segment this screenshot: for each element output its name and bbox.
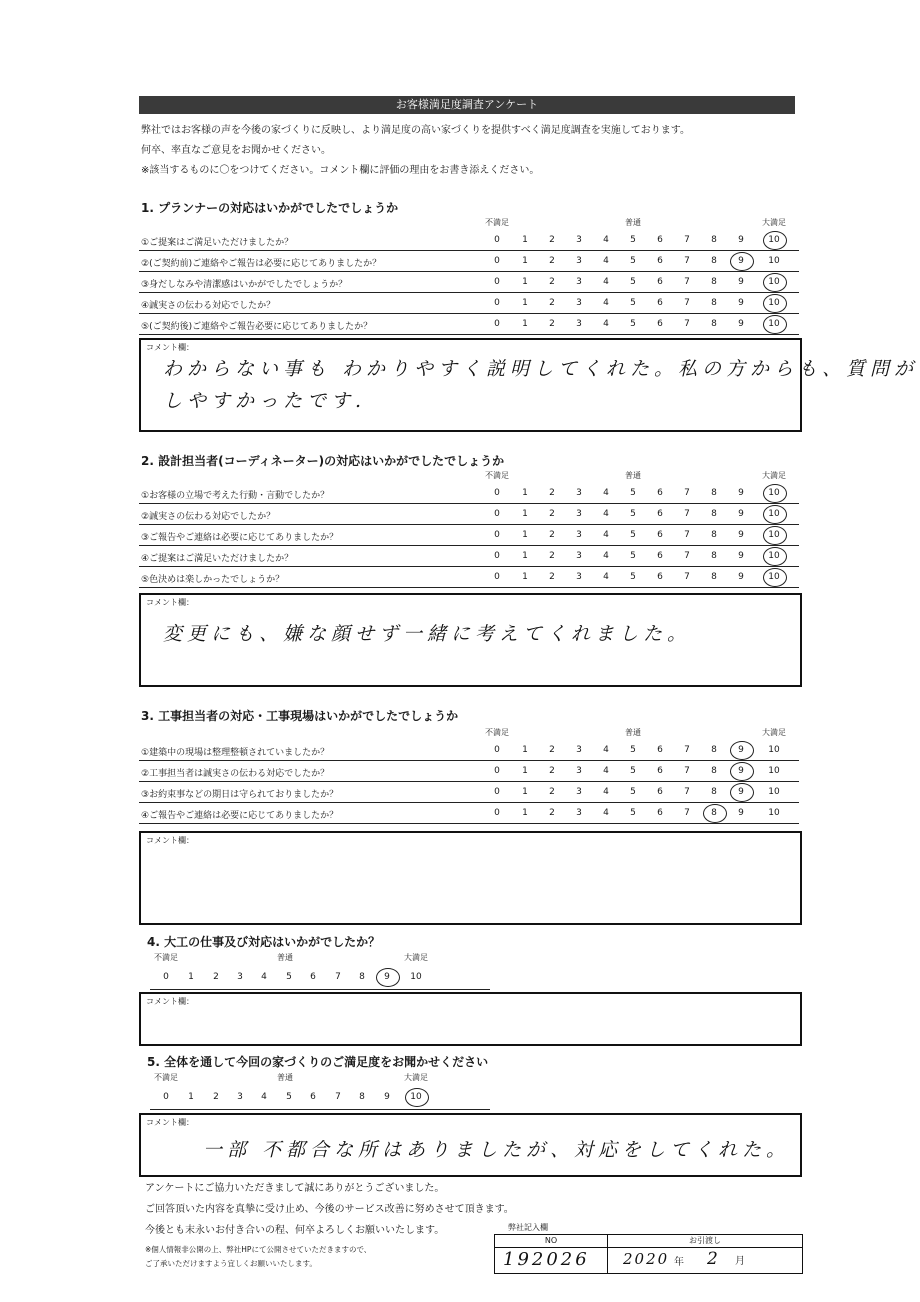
scale-option-5[interactable]: 5	[286, 1092, 292, 1102]
scale-option-3[interactable]: 3	[576, 277, 582, 287]
scale-option-4[interactable]: 4	[603, 766, 609, 776]
scale-option-7[interactable]: 7	[684, 787, 690, 797]
question-text: ③ご報告やご連絡は必要に応じてありましたか？	[141, 533, 339, 543]
scale-option-3[interactable]: 3	[576, 766, 582, 776]
question-row	[139, 803, 799, 824]
scale-option-3[interactable]: 3	[576, 509, 582, 519]
scale-option-7[interactable]: 7	[684, 509, 690, 519]
comment-label: コメント欄：	[146, 997, 194, 1006]
scale-option-1[interactable]: 1	[522, 256, 528, 266]
scale-option-7[interactable]: 7	[684, 766, 690, 776]
scale-option-5[interactable]: 5	[630, 509, 636, 519]
scale-option-3[interactable]: 3	[576, 235, 582, 245]
question-text: ④誠実さの伝わる対応でしたか？	[141, 301, 276, 311]
section-5-comment-box[interactable]	[139, 1113, 802, 1177]
scale-option-3[interactable]: 3	[576, 298, 582, 308]
scale-option-2[interactable]: 2	[549, 766, 555, 776]
scale-option-10[interactable]: 10	[768, 277, 780, 287]
scale-option-9[interactable]: 9	[738, 319, 744, 329]
scale-option-10[interactable]: 10	[768, 488, 780, 498]
selected-answer-circle	[763, 231, 787, 250]
intro-line-2: 何卒、率直なご意見をお聞かせください。	[141, 145, 331, 156]
scale-option-0[interactable]: 0	[494, 509, 500, 519]
scale-option-10[interactable]: 10	[768, 298, 780, 308]
scale-option-4[interactable]: 4	[603, 551, 609, 561]
scale-option-1[interactable]: 1	[522, 509, 528, 519]
scale-option-2[interactable]: 2	[213, 972, 219, 982]
question-text: ②工事担当者は誠実さの伝わる対応でしたか？	[141, 769, 330, 779]
scale-option-2[interactable]: 2	[549, 235, 555, 245]
scale-option-7[interactable]: 7	[684, 551, 690, 561]
scale-label-high: 大満足	[404, 953, 428, 962]
section-4-heading: 4. 大工の仕事及び対応はいかがでしたか？	[147, 935, 381, 949]
question-row	[139, 782, 799, 803]
question-row	[139, 740, 799, 761]
scale-option-4[interactable]: 4	[603, 277, 609, 287]
scale-option-4[interactable]: 4	[603, 808, 609, 818]
month-value: 2	[707, 1249, 723, 1269]
question-row	[139, 546, 799, 567]
scale-option-9[interactable]: 9	[738, 256, 744, 266]
scale-option-0[interactable]: 0	[494, 572, 500, 582]
scale-option-6[interactable]: 6	[657, 766, 663, 776]
scale-label-mid: 普通	[625, 728, 641, 737]
scale-option-4[interactable]: 4	[603, 572, 609, 582]
scale-option-0[interactable]: 0	[163, 1092, 169, 1102]
scale-label-low: 不満足	[154, 1073, 178, 1082]
scale-option-0[interactable]: 0	[163, 972, 169, 982]
scale-option-6[interactable]: 6	[657, 509, 663, 519]
scale-option-10[interactable]: 10	[768, 319, 780, 329]
scale-label-mid: 普通	[277, 1073, 293, 1082]
question-text: ⑤(ご契約後)ご連絡やご報告必要に応じてありましたか？	[141, 322, 373, 332]
scale-option-10[interactable]: 10	[768, 745, 780, 755]
scale-option-4[interactable]: 4	[261, 972, 267, 982]
scale-option-8[interactable]: 8	[711, 277, 717, 287]
scale-option-10[interactable]: 10	[768, 572, 780, 582]
scale-option-8[interactable]: 8	[711, 787, 717, 797]
scale-option-0[interactable]: 0	[494, 766, 500, 776]
scale-option-1[interactable]: 1	[522, 551, 528, 561]
footer-note-1: ※個人情報非公開の上、弊社HPにて公開させていただきますので、	[145, 1245, 372, 1254]
page-title: お客様満足度調査アンケート	[139, 96, 795, 114]
scale-label-high: 大満足	[404, 1073, 428, 1082]
scale-option-7[interactable]: 7	[684, 235, 690, 245]
scale-option-9[interactable]: 9	[738, 509, 744, 519]
scale-option-7[interactable]: 7	[684, 808, 690, 818]
scale-option-2[interactable]: 2	[549, 256, 555, 266]
section-4-comment-box[interactable]	[139, 992, 802, 1046]
scale-option-10[interactable]: 10	[768, 787, 780, 797]
selected-answer-circle	[763, 315, 787, 334]
scale-label-mid: 普通	[277, 953, 293, 962]
scale-option-5[interactable]: 5	[630, 256, 636, 266]
question-text: ③身だしなみや清潔感はいかがでしたでしょうか？	[141, 280, 348, 290]
scale-option-0[interactable]: 0	[494, 488, 500, 498]
scale-label-low: 不満足	[485, 218, 509, 227]
question-row	[139, 567, 799, 588]
no-header: NO	[495, 1235, 608, 1248]
question-text: ⑤色決めは楽しかったでしょうか？	[141, 575, 285, 585]
scale-option-3[interactable]: 3	[576, 551, 582, 561]
scale-option-0[interactable]: 0	[494, 256, 500, 266]
selected-answer-circle	[763, 568, 787, 587]
scale-option-1[interactable]: 1	[188, 1092, 194, 1102]
scale-option-2[interactable]: 2	[549, 298, 555, 308]
selected-answer-circle	[763, 547, 787, 566]
scale-underline	[150, 989, 490, 990]
scale-option-0[interactable]: 0	[494, 298, 500, 308]
scale-option-2[interactable]: 2	[549, 572, 555, 582]
year-unit: 年	[674, 1257, 684, 1268]
scale-label-mid: 普通	[625, 471, 641, 480]
scale-option-3[interactable]: 3	[576, 256, 582, 266]
question-row	[139, 525, 799, 546]
scale-option-8[interactable]: 8	[711, 766, 717, 776]
scale-option-5[interactable]: 5	[630, 572, 636, 582]
scale-option-5[interactable]: 5	[630, 235, 636, 245]
selected-answer-circle	[763, 273, 787, 292]
scale-option-9[interactable]: 9	[738, 808, 744, 818]
scale-option-6[interactable]: 6	[657, 808, 663, 818]
scale-option-7[interactable]: 7	[684, 530, 690, 540]
office-use-table	[494, 1234, 803, 1274]
selected-answer-circle	[405, 1088, 429, 1107]
scale-option-3[interactable]: 3	[237, 1092, 243, 1102]
scale-option-1[interactable]: 1	[522, 787, 528, 797]
scale-option-9[interactable]: 9	[738, 572, 744, 582]
scale-option-3[interactable]: 3	[576, 745, 582, 755]
scale-option-1[interactable]: 1	[188, 972, 194, 982]
scale-option-1[interactable]: 1	[522, 745, 528, 755]
scale-option-8[interactable]: 8	[711, 235, 717, 245]
selected-answer-circle	[763, 484, 787, 503]
scale-option-5[interactable]: 5	[630, 551, 636, 561]
scale-option-6[interactable]: 6	[657, 787, 663, 797]
scale-option-7[interactable]: 7	[335, 972, 341, 982]
scale-option-1[interactable]: 1	[522, 530, 528, 540]
question-row	[139, 272, 799, 293]
scale-option-9[interactable]: 9	[384, 1092, 390, 1102]
scale-option-7[interactable]: 7	[684, 745, 690, 755]
section-2-heading: 2. 設計担当者(コーディネーター)の対応はいかがでしたでしょうか	[141, 454, 505, 468]
scale-option-0[interactable]: 0	[494, 551, 500, 561]
handover-header: お引渡し	[608, 1235, 802, 1248]
section-5-scale	[150, 1072, 490, 1110]
section-2-comment-line-1: 変更にも、嫌な顔せず一緒に考えてくれました。	[163, 623, 692, 645]
selected-answer-circle	[730, 762, 754, 781]
scale-option-9[interactable]: 9	[738, 277, 744, 287]
scale-option-0[interactable]: 0	[494, 530, 500, 540]
scale-option-6[interactable]: 6	[657, 488, 663, 498]
selected-answer-circle	[376, 968, 400, 987]
scale-option-9[interactable]: 9	[738, 530, 744, 540]
scale-option-6[interactable]: 6	[657, 277, 663, 287]
comment-label: コメント欄：	[146, 598, 194, 607]
scale-option-6[interactable]: 6	[657, 530, 663, 540]
question-text: ③お約束事などの期日は守られておりましたか？	[141, 790, 339, 800]
scale-option-4[interactable]: 4	[603, 787, 609, 797]
scale-option-3[interactable]: 3	[576, 319, 582, 329]
scale-option-7[interactable]: 7	[684, 488, 690, 498]
scale-option-1[interactable]: 1	[522, 766, 528, 776]
scale-option-10[interactable]: 10	[410, 972, 422, 982]
question-text: ①建築中の現場は整理整頓されていましたか？	[141, 748, 330, 758]
scale-option-8[interactable]: 8	[359, 972, 365, 982]
section-4-scale	[150, 952, 490, 990]
scale-option-5[interactable]: 5	[630, 277, 636, 287]
scale-option-7[interactable]: 7	[684, 572, 690, 582]
scale-option-4[interactable]: 4	[603, 509, 609, 519]
scale-option-6[interactable]: 6	[657, 745, 663, 755]
section-1-comment-box[interactable]	[139, 338, 919, 432]
scale-option-0[interactable]: 0	[494, 808, 500, 818]
scale-option-9[interactable]: 9	[384, 972, 390, 982]
scale-label-high: 大満足	[762, 471, 786, 480]
intro-line-3: ※該当するものに〇をつけてください。コメント欄に評価の理由をお書き添えください。	[141, 165, 540, 176]
section-5-heading: 5. 全体を通して今回の家づくりのご満足度をお聞かせください	[147, 1055, 489, 1069]
scale-option-8[interactable]: 8	[711, 745, 717, 755]
question-text: ①お客様の立場で考えた行動・言動でしたか？	[141, 491, 330, 501]
selected-answer-circle	[763, 505, 787, 524]
comment-label: コメント欄：	[146, 1118, 194, 1127]
scale-option-4[interactable]: 4	[603, 319, 609, 329]
scale-label-low: 不満足	[485, 728, 509, 737]
scale-option-9[interactable]: 9	[738, 235, 744, 245]
scale-option-2[interactable]: 2	[549, 808, 555, 818]
scale-option-4[interactable]: 4	[603, 235, 609, 245]
question-text: ④ご報告やご連絡は必要に応じてありましたか？	[141, 811, 339, 821]
footer-line-2: ご回答頂いた内容を真摯に受け止め、今後のサービス改善に努めさせて頂きます。	[145, 1204, 514, 1215]
scale-option-4[interactable]: 4	[603, 256, 609, 266]
scale-option-10[interactable]: 10	[768, 509, 780, 519]
scale-option-7[interactable]: 7	[335, 1092, 341, 1102]
scale-option-7[interactable]: 7	[684, 319, 690, 329]
scale-option-8[interactable]: 8	[711, 530, 717, 540]
question-row	[139, 314, 799, 335]
scale-option-2[interactable]: 2	[213, 1092, 219, 1102]
scale-option-9[interactable]: 9	[738, 551, 744, 561]
scale-label-high: 大満足	[762, 728, 786, 737]
comment-label: コメント欄：	[146, 836, 194, 845]
selected-answer-circle	[763, 294, 787, 313]
scale-option-6[interactable]: 6	[657, 319, 663, 329]
scale-option-2[interactable]: 2	[549, 530, 555, 540]
scale-option-1[interactable]: 1	[522, 808, 528, 818]
scale-option-5[interactable]: 5	[286, 972, 292, 982]
scale-option-4[interactable]: 4	[261, 1092, 267, 1102]
scale-option-4[interactable]: 4	[603, 298, 609, 308]
scale-option-9[interactable]: 9	[738, 488, 744, 498]
scale-label-high: 大満足	[762, 218, 786, 227]
selected-answer-circle	[703, 804, 727, 823]
question-row	[139, 761, 799, 782]
scale-option-10[interactable]: 10	[768, 256, 780, 266]
scale-option-3[interactable]: 3	[576, 808, 582, 818]
question-row	[139, 504, 799, 525]
scale-option-2[interactable]: 2	[549, 745, 555, 755]
scale-option-6[interactable]: 6	[657, 551, 663, 561]
question-text: ①ご提案はご満足いただけましたか？	[141, 238, 294, 248]
scale-option-8[interactable]: 8	[711, 488, 717, 498]
scale-label-mid: 普通	[625, 218, 641, 227]
scale-option-1[interactable]: 1	[522, 277, 528, 287]
footer-line-3: 今後とも末永いお付き合いの程、何卒よろしくお願いいたします。	[145, 1225, 445, 1236]
section-3-heading: 3. 工事担当者の対応・工事現場はいかがでしたでしょうか	[141, 709, 459, 723]
no-value: 192026	[503, 1249, 590, 1270]
scale-option-7[interactable]: 7	[684, 277, 690, 287]
scale-option-3[interactable]: 3	[237, 972, 243, 982]
scale-option-6[interactable]: 6	[657, 256, 663, 266]
scale-option-10[interactable]: 10	[768, 530, 780, 540]
section-3-comment-box[interactable]	[139, 831, 802, 925]
section-1-heading: 1. プランナーの対応はいかがでしたでしょうか	[141, 201, 399, 215]
scale-option-8[interactable]: 8	[711, 509, 717, 519]
scale-option-8[interactable]: 8	[711, 551, 717, 561]
footer-line-1: アンケートにご協力いただきまして誠にありがとうございました。	[145, 1183, 445, 1194]
scale-option-3[interactable]: 3	[576, 787, 582, 797]
scale-option-2[interactable]: 2	[549, 509, 555, 519]
scale-option-2[interactable]: 2	[549, 488, 555, 498]
footer-note-2: ご了承いただけますよう宜しくお願いいたします。	[145, 1259, 317, 1268]
scale-option-0[interactable]: 0	[494, 277, 500, 287]
scale-option-10[interactable]: 10	[768, 551, 780, 561]
scale-option-0[interactable]: 0	[494, 745, 500, 755]
scale-option-9[interactable]: 9	[738, 787, 744, 797]
scale-option-6[interactable]: 6	[310, 1092, 316, 1102]
scale-option-3[interactable]: 3	[576, 530, 582, 540]
scale-option-9[interactable]: 9	[738, 766, 744, 776]
year-value: 2020	[623, 1250, 670, 1268]
scale-option-6[interactable]: 6	[310, 972, 316, 982]
scale-label-low: 不満足	[154, 953, 178, 962]
scale-option-1[interactable]: 1	[522, 235, 528, 245]
scale-option-0[interactable]: 0	[494, 235, 500, 245]
scale-option-8[interactable]: 8	[711, 319, 717, 329]
selected-answer-circle	[730, 252, 754, 271]
scale-option-8[interactable]: 8	[711, 808, 717, 818]
scale-label-low: 不満足	[485, 471, 509, 480]
scale-option-2[interactable]: 2	[549, 319, 555, 329]
scale-option-8[interactable]: 8	[711, 298, 717, 308]
section-2-comment-box[interactable]	[139, 593, 802, 687]
scale-option-10[interactable]: 10	[768, 808, 780, 818]
scale-option-3[interactable]: 3	[576, 572, 582, 582]
scale-option-6[interactable]: 6	[657, 298, 663, 308]
scale-option-10[interactable]: 10	[768, 766, 780, 776]
comment-label: コメント欄：	[146, 343, 194, 352]
question-row	[139, 293, 799, 314]
scale-option-5[interactable]: 5	[630, 808, 636, 818]
scale-option-0[interactable]: 0	[494, 319, 500, 329]
section-1-comment-line-2: しやすかったです.	[163, 390, 367, 412]
question-row	[139, 483, 799, 504]
question-row	[139, 251, 799, 272]
scale-option-5[interactable]: 5	[630, 298, 636, 308]
scale-option-5[interactable]: 5	[630, 787, 636, 797]
scale-underline	[150, 1109, 490, 1110]
scale-option-1[interactable]: 1	[522, 319, 528, 329]
scale-option-9[interactable]: 9	[738, 745, 744, 755]
scale-option-10[interactable]: 10	[768, 235, 780, 245]
scale-option-5[interactable]: 5	[630, 745, 636, 755]
scale-option-2[interactable]: 2	[549, 277, 555, 287]
scale-option-5[interactable]: 5	[630, 488, 636, 498]
section-5-comment-line-1: 一部 不都合な所はありましたが、対応をしてくれた。	[203, 1139, 791, 1161]
scale-option-10[interactable]: 10	[410, 1092, 422, 1102]
scale-option-4[interactable]: 4	[603, 530, 609, 540]
scale-option-1[interactable]: 1	[522, 572, 528, 582]
scale-option-5[interactable]: 5	[630, 766, 636, 776]
question-text: ②誠実さの伝わる対応でしたか？	[141, 512, 276, 522]
scale-option-0[interactable]: 0	[494, 787, 500, 797]
month-unit: 月	[735, 1256, 745, 1267]
scale-option-3[interactable]: 3	[576, 488, 582, 498]
scale-option-2[interactable]: 2	[549, 787, 555, 797]
selected-answer-circle	[730, 783, 754, 802]
selected-answer-circle	[763, 526, 787, 545]
scale-option-9[interactable]: 9	[738, 298, 744, 308]
scale-option-4[interactable]: 4	[603, 488, 609, 498]
question-text: ②(ご契約前)ご連絡やご報告は必要に応じてありましたか？	[141, 259, 382, 269]
scale-option-5[interactable]: 5	[630, 530, 636, 540]
scale-option-4[interactable]: 4	[603, 745, 609, 755]
question-row	[139, 230, 799, 251]
section-1-comment-line-1: わからない事も わかりやすく説明してくれた。私の方からも、質問が	[163, 358, 919, 380]
scale-option-2[interactable]: 2	[549, 551, 555, 561]
scale-option-6[interactable]: 6	[657, 572, 663, 582]
scale-option-7[interactable]: 7	[684, 298, 690, 308]
scale-option-8[interactable]: 8	[711, 572, 717, 582]
selected-answer-circle	[730, 741, 754, 760]
intro-line-1: 弊社ではお客様の声を今後の家づくりに反映し、より満足度の高い家づくりを提供すべく満足度調査を実施しております。	[141, 125, 690, 136]
office-use-label: 弊社記入欄	[508, 1223, 548, 1232]
scale-option-5[interactable]: 5	[630, 319, 636, 329]
scale-option-6[interactable]: 6	[657, 235, 663, 245]
scale-option-1[interactable]: 1	[522, 298, 528, 308]
scale-option-7[interactable]: 7	[684, 256, 690, 266]
scale-option-8[interactable]: 8	[711, 256, 717, 266]
scale-option-8[interactable]: 8	[359, 1092, 365, 1102]
question-text: ④ご提案はご満足いただけましたか？	[141, 554, 294, 564]
scale-option-1[interactable]: 1	[522, 488, 528, 498]
